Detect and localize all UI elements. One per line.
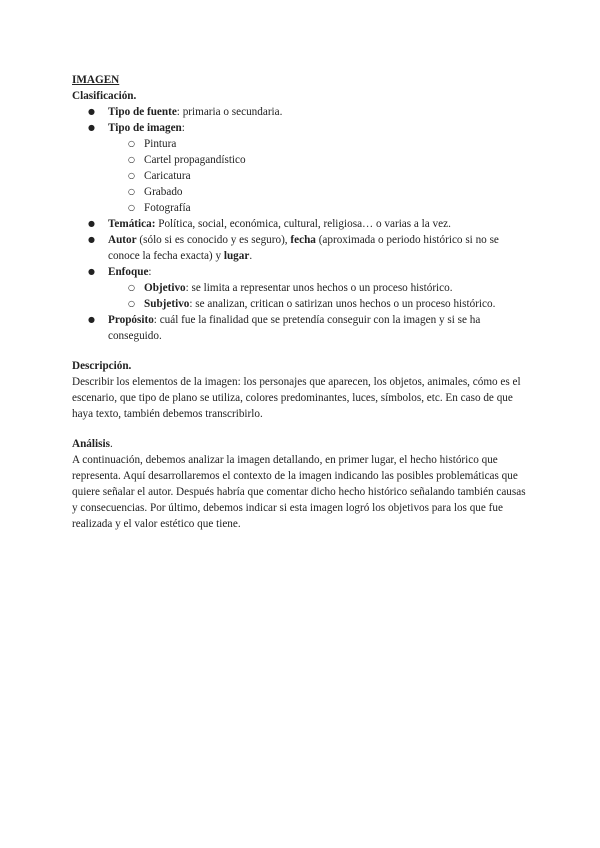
tipo-imagen-label: Tipo de imagen: [108, 122, 182, 134]
clasificacion-heading: Clasificación.: [72, 90, 137, 102]
analisis-section: [72, 436, 532, 532]
sublist-item-objetivo: [108, 280, 532, 296]
analisis-heading-line: [72, 436, 532, 452]
tipo-fuente-text: : primaria o secundaria.: [176, 106, 283, 118]
lugar-text: .: [249, 250, 253, 262]
tipos-imagen-sublist: [108, 136, 532, 216]
sublist-item-subjetivo: [108, 296, 532, 312]
enfoque-label: Enfoque: [108, 266, 149, 278]
analisis-heading: Análisis: [72, 438, 110, 450]
tematica-label: Temática:: [108, 218, 156, 230]
enfoque-text: :: [148, 266, 152, 278]
proposito-text: : cuál fue la finalidad que se pretendía conseguir con la imagen y si se ha conseguido.: [108, 314, 481, 342]
enfoque-sublist: [108, 280, 532, 312]
tipo-fuente-label: Tipo de fuente: [108, 106, 177, 118]
sublist-item: ○ Caricatura: [108, 168, 532, 184]
sublist-item: ○ Fotografía: [108, 200, 532, 216]
document-content: [72, 72, 532, 532]
list-item-proposito: [72, 312, 532, 344]
tematica-text: Política, social, económica, cultural, religiosa… o varias a la vez.: [155, 218, 451, 230]
list-item-autor: [72, 232, 532, 264]
tipo-imagen-text: :: [181, 122, 185, 134]
sublist-item: ○ Pintura: [108, 136, 532, 152]
clasificacion-list: [72, 104, 532, 344]
list-item-enfoque: [72, 264, 532, 312]
objetivo-text: : se limita a representar unos hechos o un proceso histórico.: [185, 282, 453, 294]
sublist-item: ○ Grabado: [108, 184, 532, 200]
descripcion-heading: Descripción.: [72, 360, 132, 372]
autor-label: Autor: [108, 234, 137, 246]
analisis-paragraph: A continuación, debemos analizar la imagen detallando, en primer lugar, el hecho histórico que representa. Aquí desarrollaremos el contexto de la imagen indicando las posibles problemáticas que quiere señalar el autor. Después habría que comentar dicho hecho histórico señalando también causas y consecuencias. Por último, debemos indicar si esta imagen logró los objetivos para los que fue realizada y el valor estético que tiene.: [72, 454, 526, 530]
analisis-heading-suffix: .: [109, 438, 113, 450]
list-item-tipo-imagen: [72, 120, 532, 216]
descripcion-section: [72, 358, 532, 422]
autor-text: (sólo si es conocido y es seguro),: [136, 234, 291, 246]
sublist-item: ○ Cartel propagandístico: [108, 152, 532, 168]
subjetivo-label: Subjetivo: [144, 298, 190, 310]
subjetivo-text: : se analizan, critican o satirizan unos hechos o un proceso histórico.: [189, 298, 496, 310]
document-title: IMAGEN: [72, 74, 120, 86]
list-item-tematica: [72, 216, 532, 232]
fecha-text: (aproximada o periodo histórico si no se conoce la fecha exacta) y: [108, 234, 499, 262]
list-item-tipo-fuente: [72, 104, 532, 120]
descripcion-paragraph: Describir los elementos de la imagen: los personajes que aparecen, los objetos, animales, cómo es el escenario, que tipo de plano se utiliza, colores predominantes, luces, símbolos, etc. En caso de que haya texto, también debemos transcribirlo.: [72, 376, 521, 420]
proposito-label: Propósito: [108, 314, 154, 326]
fecha-label: fecha: [290, 234, 316, 246]
objetivo-label: Objetivo: [144, 282, 186, 294]
lugar-label: lugar: [223, 250, 250, 262]
